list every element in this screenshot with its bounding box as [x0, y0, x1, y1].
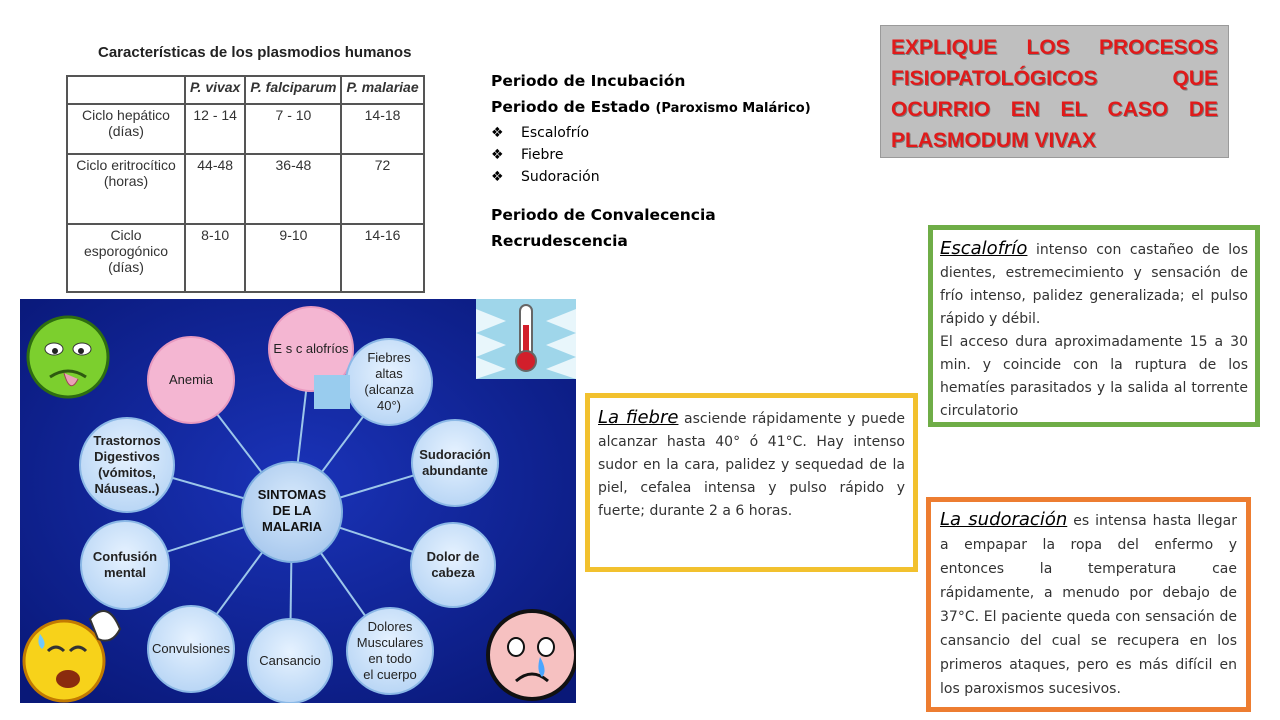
decorative-square	[314, 375, 350, 409]
periods-list	[491, 68, 851, 254]
center-line: DE LA	[272, 503, 312, 518]
symptom-bubble	[347, 608, 433, 694]
bubble-label: Dolores	[367, 619, 413, 634]
bubble-label: Dolor de	[426, 549, 480, 564]
row-label: Ciclo esporogónico (días)	[67, 224, 185, 292]
bubble-label: en todo	[368, 651, 412, 666]
cell-value: 14-18	[341, 104, 423, 154]
table-row	[67, 154, 424, 224]
malaria-symptoms-diagram	[20, 299, 576, 703]
sudoracion-box	[926, 497, 1251, 712]
table-header-falciparum: P. falciparum	[245, 76, 341, 104]
cell-value: 36-48	[245, 154, 341, 224]
bubble-label: abundante	[422, 463, 488, 478]
bubble-label: 40°)	[377, 398, 401, 413]
cell-value: 14-16	[341, 224, 423, 292]
cell-value: 7 - 10	[245, 104, 341, 154]
bubble-label: Náuseas..)	[94, 481, 160, 496]
question-line: EXPLIQUE LOS PROCESOS	[891, 36, 1218, 59]
period-estado-note: (Paroxismo Malárico)	[655, 101, 811, 116]
fiebre-text: asciende rápidamente y puede alcanzar hasta 40° ó 41°C. Hay intenso sudor en la cara, palidez y sequedad de la piel, cefalea intensa y pulso rápido y fuerte; durante 2 a 6 horas.	[598, 411, 905, 519]
plasmodium-table	[66, 75, 425, 293]
table-title: Características de los plasmodios humanos	[98, 44, 412, 61]
cell-value: 8-10	[185, 224, 245, 292]
bullet-icon: ❖	[491, 147, 504, 163]
period-convalecencia: Periodo de Convalecencia	[491, 206, 716, 224]
question-line: FISIOPATOLÓGICOS QUE	[891, 67, 1218, 90]
crying-face-icon	[488, 611, 576, 699]
question-box	[880, 25, 1229, 158]
bubble-label: Musculares	[356, 635, 424, 650]
question-line: PLASMODUM VIVAX	[891, 129, 1096, 152]
bubble-label: cabeza	[431, 565, 475, 580]
bubble-label: (alcanza	[364, 382, 414, 397]
escalofrio-box	[928, 225, 1260, 427]
symptom-bubble	[148, 606, 234, 692]
bubble-label: E s c alofríos	[273, 341, 349, 356]
fiebre-lead: La fiebre	[598, 407, 679, 428]
thermometer-icon	[476, 299, 576, 379]
symptom-bubble	[148, 337, 234, 423]
table-header-malariae: P. malariae	[341, 76, 423, 104]
fiebre-box	[585, 393, 918, 572]
sudoracion-lead: La sudoración	[940, 509, 1068, 530]
bubble-label: Sudoración	[419, 447, 491, 462]
row-label: Ciclo eritrocítico (horas)	[67, 154, 185, 224]
bubble-label: Trastornos	[93, 433, 161, 448]
symptom-bubble	[412, 420, 498, 506]
period-estado: Periodo de Estado (Paroxismo Malárico)	[491, 98, 811, 116]
period-incubacion: Periodo de Incubación	[491, 72, 686, 90]
cell-value: 72	[341, 154, 423, 224]
symptom-bubble	[81, 521, 169, 609]
bubble-label: Anemia	[168, 372, 214, 387]
symptom-list	[491, 122, 851, 188]
question-line: OCURRIO EN EL CASO DE	[891, 98, 1218, 121]
table-row	[67, 224, 424, 292]
cell-value: 12 - 14	[185, 104, 245, 154]
bubble-label: mental	[104, 565, 146, 580]
center-line: MALARIA	[262, 519, 322, 534]
bubble-label: Confusión	[92, 549, 158, 564]
diagram-center	[242, 462, 342, 562]
bubble-label: altas	[375, 366, 403, 381]
bubble-label: (vómitos,	[98, 465, 156, 480]
period-recrudescencia: Recrudescencia	[491, 232, 628, 250]
sudoracion-text: es intensa hasta llegar a empapar la ropa del enfermo y entonces la temperatura cae rápidamente, a menudo por debajo de 37°C. El paciente queda con sensación de cansancio del cual se recupera en los primeros ataques, pero es más difícil en los paroxismos sucesivos.	[940, 513, 1238, 697]
table-header-empty	[67, 76, 185, 104]
list-item: ❖ Sudoración	[491, 166, 851, 188]
row-label: Ciclo hepático (días)	[67, 104, 185, 154]
bubble-label: Cansancio	[259, 653, 321, 668]
table-row	[67, 104, 424, 154]
symptom-bubble	[80, 418, 174, 512]
symptom-bubble	[346, 339, 432, 425]
table-header-row	[67, 76, 424, 104]
bubble-label: Digestivos	[94, 449, 160, 464]
bubble-label: Convulsiones	[151, 641, 231, 656]
symptom-bubble	[411, 523, 495, 607]
diagram-canvas	[20, 299, 576, 703]
cell-value: 44-48	[185, 154, 245, 224]
symptom-bubble	[248, 619, 332, 703]
escalofrio-text-2: El acceso dura aproximadamente 15 a 30 min. y coincide con la ruptura de los hematíes parasitados y la salida al torrente circulatorio	[940, 334, 1248, 419]
list-item: ❖ Escalofrío	[491, 122, 851, 144]
center-line: SINTOMAS	[257, 487, 327, 502]
cell-value: 9-10	[245, 224, 341, 292]
bullet-icon: ❖	[491, 125, 504, 141]
escalofrio-text: intenso con castañeo de los dientes, estremecimiento y sensación de frío intenso, palidez generalizada; el pulso rápido y débil.	[940, 242, 1248, 327]
bubble-label: el cuerpo	[363, 667, 417, 682]
bullet-icon: ❖	[491, 169, 504, 185]
escalofrio-lead: Escalofrío	[940, 238, 1028, 259]
table-header-vivax: P. vivax	[185, 76, 245, 104]
list-item: ❖ Fiebre	[491, 144, 851, 166]
sick-face-icon	[28, 317, 108, 397]
bubble-label: Fiebres	[367, 350, 411, 365]
